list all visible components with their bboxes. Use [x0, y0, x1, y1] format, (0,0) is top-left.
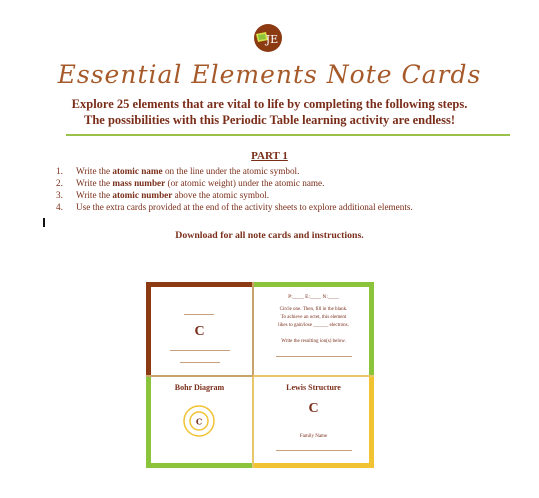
- pen-line: P:____ E:____ N:____: [288, 294, 339, 300]
- step-number: 1.: [56, 166, 63, 176]
- bohr-rings-icon: [182, 404, 216, 438]
- step-text: Use the extra cards provided at the end of the activity sheets to explore additional elements.: [76, 202, 413, 212]
- instruction-line: likes to gain/lose ______ electrons.: [278, 323, 349, 328]
- element-symbol: C: [194, 324, 205, 339]
- logo-text: JE: [265, 33, 279, 46]
- step-text: Write the: [76, 190, 113, 200]
- family-name-blank: [276, 450, 352, 451]
- step-item: [56, 165, 413, 177]
- je-logo: [253, 23, 283, 53]
- step-text: (or atomic weight) under the atomic name.: [165, 178, 325, 188]
- download-link[interactable]: Download for all note cards and instructions.: [175, 230, 364, 241]
- step-text: on the line under the atomic symbol.: [162, 166, 300, 176]
- page-title: Essential Elements Note Cards: [57, 60, 482, 89]
- instruction-line: Circle one. Then, fill in the blank.: [279, 307, 348, 312]
- step-item: [56, 201, 413, 213]
- atomic-number-blank: [184, 314, 214, 315]
- divider: [66, 134, 510, 136]
- logo-icon: [253, 23, 283, 53]
- lewis-structure-title: Lewis Structure: [286, 383, 341, 392]
- text-cursor: [43, 218, 45, 227]
- instruction-line: To achieve an octet, this element: [280, 315, 347, 320]
- step-keyword: mass number: [112, 178, 166, 188]
- bohr-diagram: [182, 404, 216, 438]
- step-text: Write the: [76, 166, 113, 176]
- subtitle-line-1: Explore 25 elements that are vital to life by completing the following steps.: [71, 97, 468, 111]
- step-number: 2.: [56, 178, 63, 188]
- step-item: [56, 177, 413, 189]
- step-keyword: atomic name: [112, 166, 163, 176]
- step-text: above the atomic symbol.: [172, 190, 270, 200]
- bohr-diagram-title: Bohr Diagram: [174, 383, 225, 392]
- family-name-label: Family Name: [299, 434, 328, 439]
- ion-blank: [276, 356, 352, 357]
- step-keyword: atomic number: [112, 190, 173, 200]
- step-text: Write the: [76, 178, 113, 188]
- step-number: 3.: [56, 190, 63, 200]
- atomic-name-blank: [170, 350, 230, 351]
- step-number: 4.: [56, 202, 63, 212]
- instruction-line: Write the resulting ion(s) below.: [281, 339, 346, 344]
- card-divider: [253, 375, 374, 377]
- subtitle-line-2: The possibilities with this Periodic Table learning activity are endless!: [84, 113, 455, 127]
- lewis-symbol: C: [308, 401, 319, 416]
- step-item: [56, 189, 413, 201]
- steps-list: [56, 165, 413, 213]
- card-divider: [146, 375, 253, 377]
- mass-number-blank: [180, 362, 220, 363]
- bohr-symbol: C: [195, 416, 203, 427]
- note-card-preview: [146, 282, 374, 468]
- part-title: PART 1: [251, 150, 288, 162]
